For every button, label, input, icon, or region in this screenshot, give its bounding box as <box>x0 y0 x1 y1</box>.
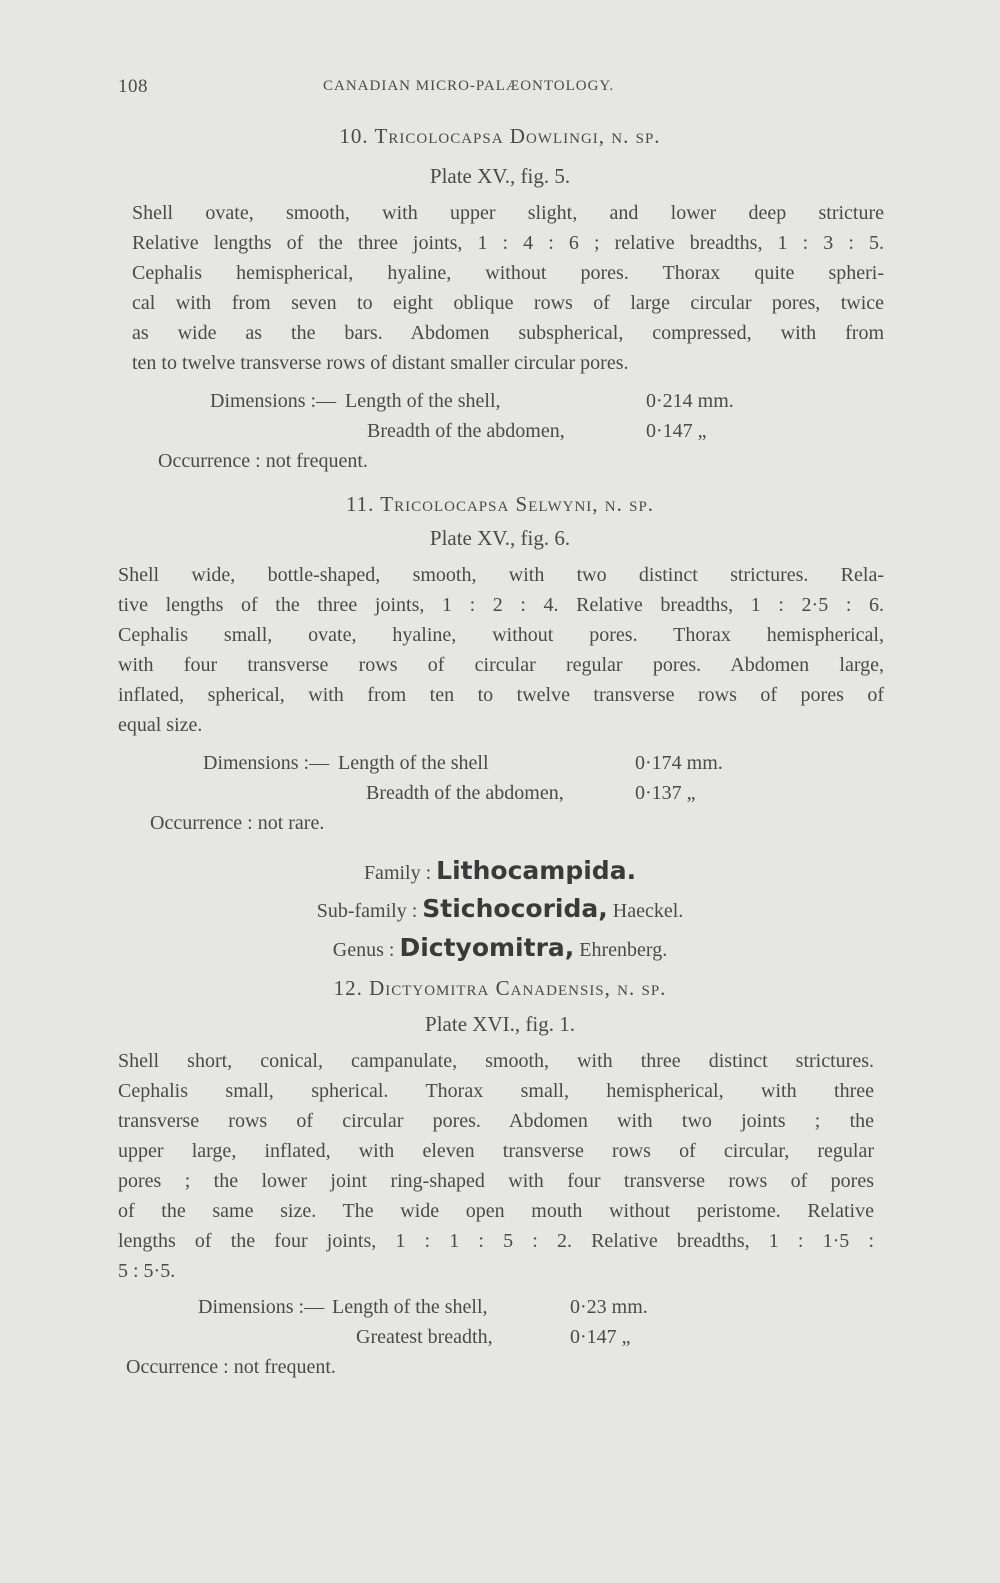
description-line: ten to twelve transverse rows of distant smaller circular pores. <box>132 352 629 374</box>
species-11-description <box>118 560 884 740</box>
species-11-plate: Plate XV., fig. 6. <box>429 526 571 550</box>
species-10-title: 10. Tricolocapsa Dowlingi, n. sp. <box>339 124 661 148</box>
description-line: Shell ovate, smooth, with upper slight, and lower deep stricture <box>132 202 884 224</box>
species-11-occurrence: Occurrence : not rare. <box>150 812 325 834</box>
species-10-plate: Plate XV., fig. 5. <box>429 164 571 188</box>
family-heading <box>0 856 1000 885</box>
description-line: equal size. <box>118 714 203 736</box>
species-12-breadth-label: Greatest breadth, <box>356 1326 493 1348</box>
species-10-description <box>132 198 884 378</box>
description-line: Shell wide, bottle-shaped, smooth, with two distinct strictures. Rela- <box>118 564 884 586</box>
description-line: lengths of the four joints, 1 : 1 : 5 : 2. Relative breadths, 1 : 1·5 : <box>118 1230 874 1252</box>
subfamily-author: Haeckel. <box>612 900 684 922</box>
species-10-length-value: 0·214 mm. <box>646 390 734 412</box>
species-12-length-value: 0·23 mm. <box>570 1296 648 1318</box>
species-12-breadth-value: 0·147 „ <box>570 1326 631 1348</box>
species-11-breadth-value: 0·137 „ <box>635 782 696 804</box>
page-number: 108 <box>118 76 148 97</box>
subfamily-label: Sub-family : <box>316 900 418 922</box>
genus-name: Dictyomitra, <box>399 933 575 962</box>
species-11-dimensions-label: Dimensions :— <box>203 752 330 774</box>
species-11-breadth-label: Breadth of the abdomen, <box>366 782 564 804</box>
description-line: cal with from seven to eight oblique rows of large circular pores, twice <box>132 292 884 314</box>
description-line: 5 : 5·5. <box>118 1260 176 1282</box>
species-10-length-label: Length of the shell, <box>345 390 501 412</box>
description-line: Cephalis small, spherical. Thorax small, hemispherical, with three <box>118 1080 874 1102</box>
description-line: Relative lengths of the three joints, 1 : 4 : 6 ; relative breadths, 1 : 3 : 5. <box>132 232 884 254</box>
genus-heading <box>0 933 1000 962</box>
species-12-title: 12. Dictyomitra Canadensis, n. sp. <box>333 976 667 1000</box>
family-name: Lithocampida. <box>436 856 637 885</box>
species-11-title: 11. Tricolocapsa Selwyni, n. sp. <box>345 492 655 516</box>
running-title: CANADIAN MICRO-PALÆONTOLOGY. <box>323 78 615 94</box>
description-line: transverse rows of circular pores. Abdomen with two joints ; the <box>118 1110 874 1132</box>
species-12-occurrence: Occurrence : not frequent. <box>126 1356 336 1378</box>
species-12-description <box>118 1046 874 1286</box>
species-10-dimensions-label: Dimensions :— <box>210 390 337 412</box>
description-line: inflated, spherical, with from ten to twelve transverse rows of pores of <box>118 684 884 706</box>
species-12-plate: Plate XVI., fig. 1. <box>425 1012 575 1036</box>
description-line: as wide as the bars. Abdomen subspherical, compressed, with from <box>132 322 884 344</box>
description-line: with four transverse rows of circular regular pores. Abdomen large, <box>118 654 884 676</box>
species-12-dimensions-label: Dimensions :— <box>198 1296 325 1318</box>
description-line: tive lengths of the three joints, 1 : 2 : 4. Relative breadths, 1 : 2·5 : 6. <box>118 594 884 616</box>
species-11-length-value: 0·174 mm. <box>635 752 723 774</box>
description-line: Cephalis hemispherical, hyaline, without pores. Thorax quite spheri- <box>132 262 884 284</box>
description-line: Cephalis small, ovate, hyaline, without pores. Thorax hemispherical, <box>118 624 884 646</box>
species-10-breadth-value: 0·147 „ <box>646 420 707 442</box>
species-10-breadth-label: Breadth of the abdomen, <box>367 420 565 442</box>
subfamily-heading <box>0 894 1000 923</box>
genus-label: Genus : <box>332 939 395 961</box>
description-line: upper large, inflated, with eleven transverse rows of circular, regular <box>118 1140 874 1162</box>
species-12-length-label: Length of the shell, <box>332 1296 488 1318</box>
description-line: pores ; the lower joint ring-shaped with four transverse rows of pores <box>118 1170 874 1192</box>
species-10-occurrence: Occurrence : not frequent. <box>158 450 368 472</box>
subfamily-name: Stichocorida, <box>422 894 608 923</box>
species-11-length-label: Length of the shell <box>338 752 489 774</box>
genus-author: Ehrenberg. <box>579 939 668 961</box>
description-line: of the same size. The wide open mouth without peristome. Relative <box>118 1200 874 1222</box>
family-label: Family : <box>363 862 432 884</box>
description-line: Shell short, conical, campanulate, smooth, with three distinct strictures. <box>118 1050 874 1072</box>
